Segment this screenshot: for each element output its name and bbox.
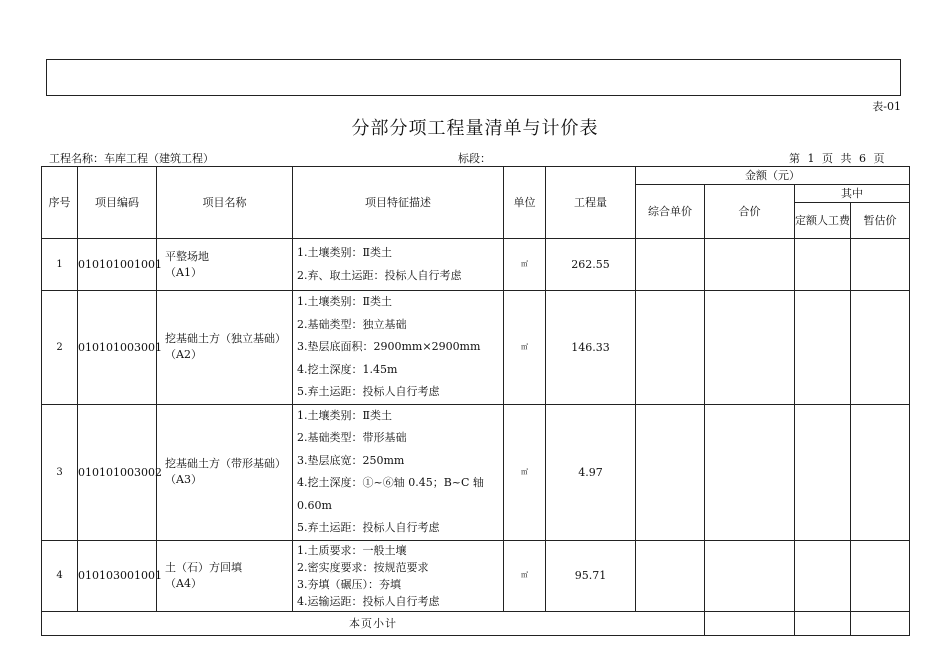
- row-labor: [795, 291, 851, 405]
- row-name-ref: （A2）: [165, 348, 202, 362]
- row-name-text: 挖基础土方（带形基础）: [165, 457, 286, 470]
- page-total-prefix: 共: [840, 152, 852, 165]
- row-qty: 95.71: [546, 540, 636, 611]
- page-title: 分部分项工程量清单与计价表: [351, 118, 599, 139]
- desc-line: 5.弃土运距：投标人自行考虑: [297, 385, 440, 398]
- desc-line: 2.基础类型：带形基础: [297, 431, 407, 444]
- row-seq: 4: [42, 540, 78, 611]
- desc-line: 4.挖土深度：1.45m: [297, 362, 398, 376]
- row-code: 010101001001: [78, 239, 157, 291]
- row-total: [705, 291, 795, 405]
- row-seq: 2: [42, 291, 78, 405]
- row-name-text: 平整场地: [165, 249, 209, 263]
- row-unit-price: [636, 540, 705, 611]
- project-name: [49, 150, 214, 166]
- table-row: [42, 291, 910, 405]
- row-total: [705, 540, 795, 611]
- desc-line: 3.垫层底面积：2900mm×2900mm: [297, 340, 481, 353]
- header-seq: 序号: [42, 167, 78, 239]
- row-unit: ㎡: [504, 239, 546, 291]
- row-provisional: [851, 291, 910, 405]
- desc-line: 1.土质要求：一般土壤: [297, 543, 407, 557]
- header-unit: 单位: [504, 167, 546, 239]
- row-seq: 1: [42, 239, 78, 291]
- table-row: [42, 540, 910, 611]
- bill-of-quantities-table: [41, 166, 910, 636]
- row-code: 010103001001: [78, 540, 157, 611]
- row-unit: ㎥: [504, 540, 546, 611]
- header-provisional: 暂估价: [851, 203, 910, 239]
- header-code: 项目编码: [78, 167, 157, 239]
- header-name: 项目名称: [157, 167, 293, 239]
- subtotal-labor: [795, 611, 851, 635]
- row-name-ref: （A1）: [165, 265, 202, 279]
- row-name-text: 挖基础土方（独立基础）: [165, 332, 286, 346]
- row-labor: [795, 239, 851, 291]
- row-labor: [795, 540, 851, 611]
- table-row: [42, 239, 910, 291]
- row-total: [705, 404, 795, 540]
- row-unit-price: [636, 239, 705, 291]
- row-unit: ㎥: [504, 291, 546, 405]
- desc-line: 3.夯填（碾压）：夯填: [297, 577, 401, 591]
- row-provisional: [851, 239, 910, 291]
- subtotal-total: [705, 611, 795, 635]
- desc-line: 2.密实度要求：按规范要求: [297, 560, 429, 574]
- row-code: 010101003002: [78, 404, 157, 540]
- row-name: [157, 404, 293, 540]
- row-unit-price: [636, 291, 705, 405]
- row-name-text: 土（石）方回填: [165, 560, 242, 574]
- subtotal-row: [42, 611, 910, 635]
- row-qty: 146.33: [546, 291, 636, 405]
- page-indicator: [789, 150, 885, 166]
- header-labor: 定额人工费: [795, 203, 851, 239]
- desc-line: 2.基础类型：独立基础: [297, 317, 407, 331]
- table-number: 表-01: [872, 100, 901, 113]
- desc-line: 1.土壤类别：Ⅱ类土: [297, 295, 392, 308]
- desc-line: 1.土壤类别：Ⅱ类土: [297, 408, 392, 422]
- header-among: 其中: [795, 185, 910, 203]
- subtotal-provisional: [851, 611, 910, 635]
- row-provisional: [851, 404, 910, 540]
- row-desc: [293, 291, 504, 405]
- table-row: [42, 404, 910, 540]
- row-name: [157, 239, 293, 291]
- row-name-ref: （A3）: [165, 473, 202, 486]
- page-total: 6: [859, 152, 866, 165]
- project-label: 工程名称：: [49, 152, 104, 165]
- project-value: 车库工程（建筑工程）: [104, 152, 214, 165]
- desc-line: 5.弃土运距：投标人自行考虑: [297, 521, 440, 534]
- subtotal-label: 本页小计: [42, 611, 705, 635]
- page-total-word: 页: [873, 152, 885, 165]
- row-name: [157, 540, 293, 611]
- desc-line: 2.弃、取土运距：投标人自行考虑: [297, 268, 462, 282]
- desc-line: 3.垫层底宽：250mm: [297, 453, 405, 467]
- desc-line: 4.运输运距：投标人自行考虑: [297, 594, 440, 608]
- row-desc: [293, 540, 504, 611]
- desc-line: 4.挖土深度：①~⑥轴 0.45；B~C 轴 0.60m: [297, 476, 484, 512]
- row-desc: [293, 404, 504, 540]
- row-name-ref: （A4）: [165, 576, 202, 590]
- row-unit: ㎥: [504, 404, 546, 540]
- header-unit-price: 综合单价: [636, 185, 705, 239]
- row-seq: 3: [42, 404, 78, 540]
- header-total: 合价: [705, 185, 795, 239]
- header-desc: 项目特征描述: [293, 167, 504, 239]
- row-desc: [293, 239, 504, 291]
- header-qty: 工程量: [546, 167, 636, 239]
- row-total: [705, 239, 795, 291]
- row-provisional: [851, 540, 910, 611]
- page-word: 页: [822, 152, 833, 165]
- bid-section-label: 标段：: [458, 152, 491, 165]
- page-current: 1: [807, 152, 815, 165]
- row-qty: 4.97: [546, 404, 636, 540]
- row-name: [157, 291, 293, 405]
- row-code: 010101003001: [78, 291, 157, 405]
- page-prefix: 第: [789, 152, 800, 165]
- desc-line: 1.土壤类别：Ⅱ类土: [297, 246, 392, 259]
- row-qty: 262.55: [546, 239, 636, 291]
- header-frame: [46, 59, 901, 96]
- row-unit-price: [636, 404, 705, 540]
- row-labor: [795, 404, 851, 540]
- header-amount: 金额（元）: [636, 167, 910, 185]
